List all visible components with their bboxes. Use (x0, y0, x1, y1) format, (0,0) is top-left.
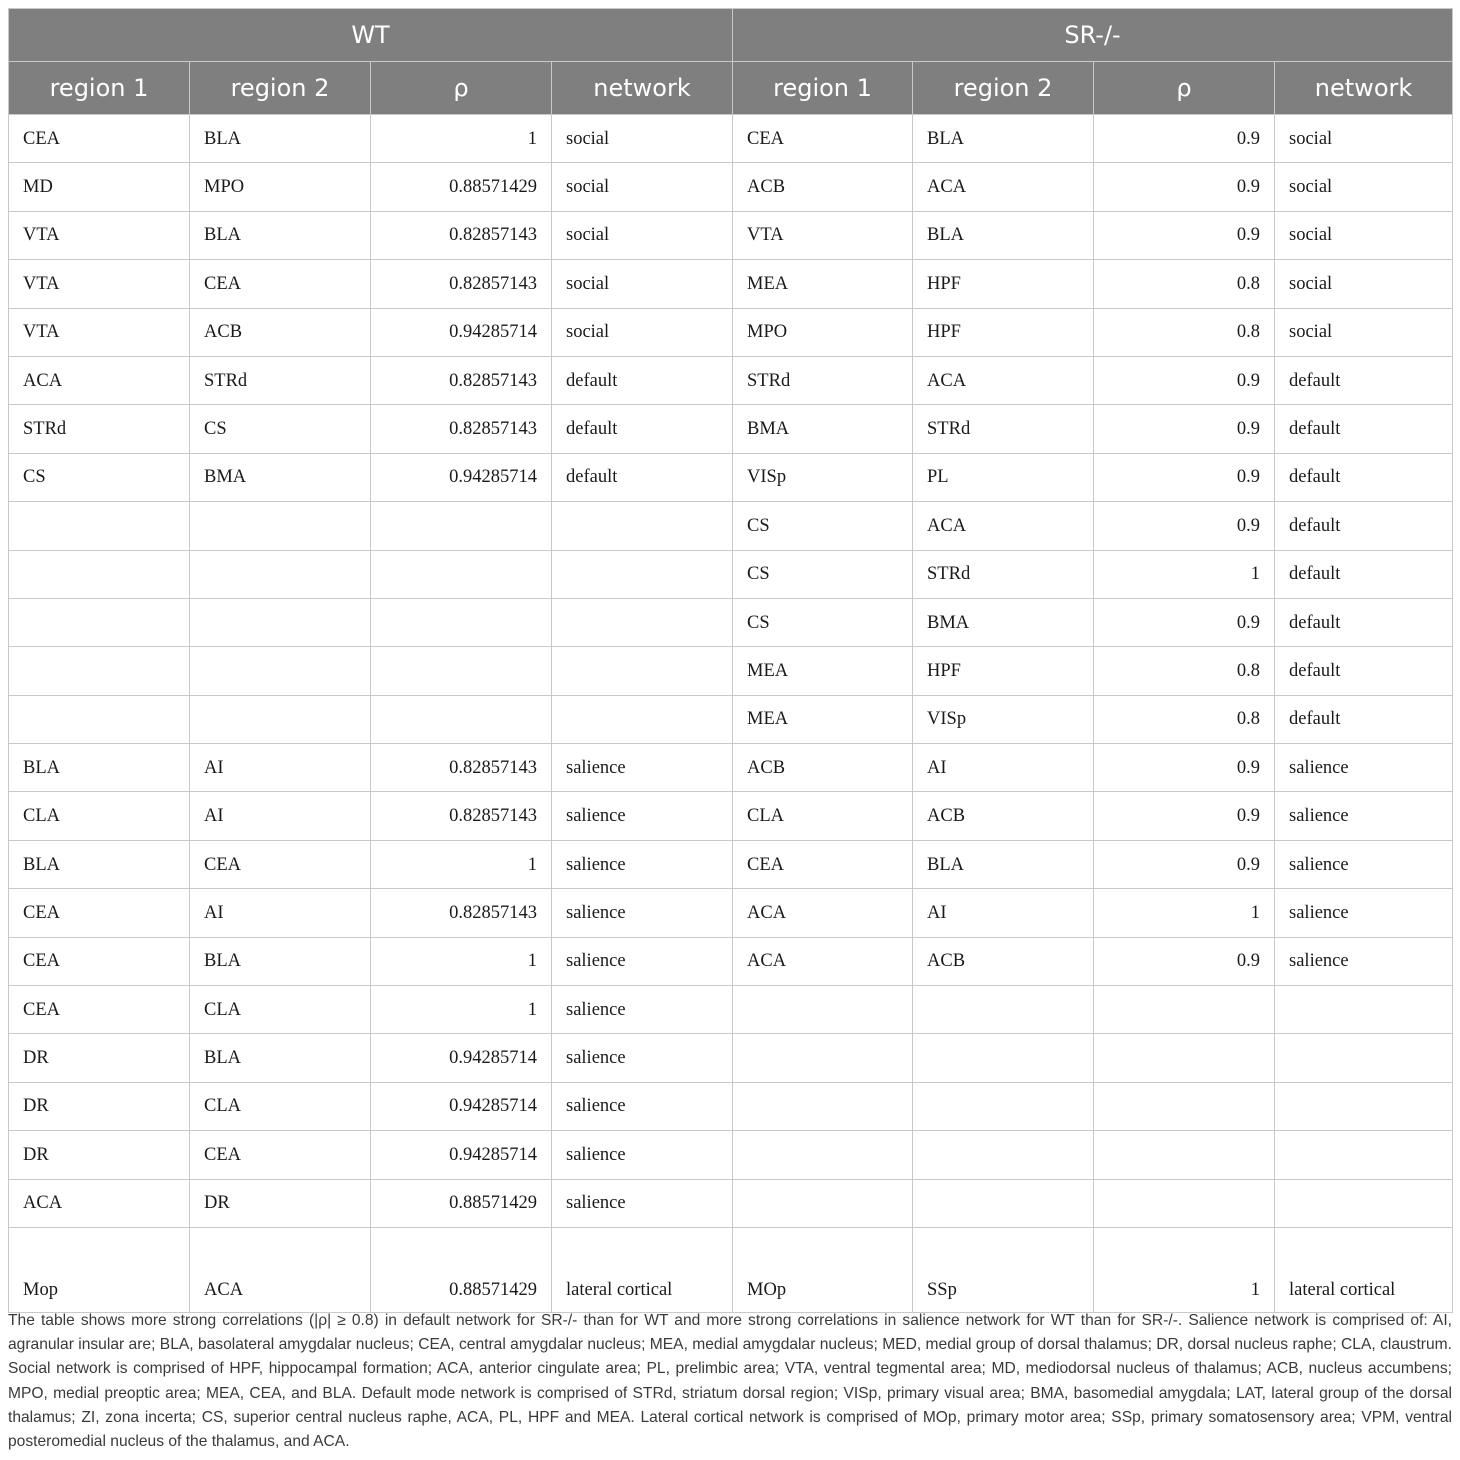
cell-wt-region1 (9, 647, 190, 695)
cell-wt-network: salience (552, 1034, 733, 1082)
cell-wt-rho: 0.82857143 (371, 792, 552, 840)
cell-sr-network: lateral cortical (1275, 1227, 1453, 1312)
cell-sr-region1: STRd (733, 356, 913, 404)
table-row (9, 1034, 1453, 1082)
cell-wt-network: salience (552, 744, 733, 792)
cell-sr-rho: 0.9 (1094, 356, 1275, 404)
col-header-wt-region2: region 2 (190, 62, 371, 115)
cell-sr-rho: 0.9 (1094, 598, 1275, 646)
cell-wt-rho: 0.94285714 (371, 1034, 552, 1082)
cell-wt-network: default (552, 356, 733, 404)
cell-sr-rho: 0.9 (1094, 163, 1275, 211)
cell-sr-rho (1094, 1082, 1275, 1130)
cell-wt-network (552, 550, 733, 598)
cell-wt-region1: VTA (9, 260, 190, 308)
cell-sr-rho: 0.9 (1094, 502, 1275, 550)
cell-sr-region2: PL (913, 453, 1094, 501)
cell-wt-region1: Mop (9, 1227, 190, 1312)
col-header-sr-region2: region 2 (913, 62, 1094, 115)
cell-wt-region2: BMA (190, 453, 371, 501)
cell-sr-network: default (1275, 550, 1453, 598)
cell-wt-network: default (552, 405, 733, 453)
cell-wt-network: lateral cortical (552, 1227, 733, 1312)
cell-sr-rho: 0.9 (1094, 792, 1275, 840)
cell-wt-region2 (190, 695, 371, 743)
cell-sr-region1 (733, 1082, 913, 1130)
cell-wt-rho: 0.94285714 (371, 1131, 552, 1179)
col-header-wt-region1: region 1 (9, 62, 190, 115)
cell-sr-network: social (1275, 260, 1453, 308)
cell-wt-network: salience (552, 986, 733, 1034)
cell-wt-rho (371, 550, 552, 598)
cell-sr-region1: CS (733, 502, 913, 550)
cell-wt-region1: CLA (9, 792, 190, 840)
col-header-sr-network: network (1275, 62, 1453, 115)
table-row (9, 211, 1453, 259)
table-row (9, 792, 1453, 840)
cell-wt-region1: BLA (9, 744, 190, 792)
cell-wt-rho: 0.94285714 (371, 453, 552, 501)
cell-wt-region1: ACA (9, 356, 190, 404)
cell-wt-region1 (9, 502, 190, 550)
table-row (9, 937, 1453, 985)
cell-wt-network: salience (552, 1179, 733, 1227)
cell-wt-region1: DR (9, 1034, 190, 1082)
col-header-sr-region1: region 1 (733, 62, 913, 115)
cell-wt-region1 (9, 550, 190, 598)
cell-wt-network: salience (552, 1131, 733, 1179)
cell-wt-region2: CLA (190, 1082, 371, 1130)
cell-sr-rho: 0.8 (1094, 308, 1275, 356)
cell-sr-rho: 0.9 (1094, 937, 1275, 985)
cell-wt-region1: VTA (9, 308, 190, 356)
cell-wt-region1: DR (9, 1082, 190, 1130)
cell-wt-rho: 0.88571429 (371, 163, 552, 211)
cell-wt-region2: ACA (190, 1227, 371, 1312)
cell-wt-region2: BLA (190, 115, 371, 163)
cell-wt-region2 (190, 647, 371, 695)
table-row (9, 695, 1453, 743)
cell-sr-region2: BMA (913, 598, 1094, 646)
cell-wt-rho: 1 (371, 115, 552, 163)
cell-wt-region2: MPO (190, 163, 371, 211)
cell-sr-network: salience (1275, 889, 1453, 937)
cell-wt-network (552, 695, 733, 743)
table-row (9, 163, 1453, 211)
cell-wt-rho (371, 647, 552, 695)
cell-wt-rho: 0.88571429 (371, 1227, 552, 1312)
cell-sr-network: social (1275, 211, 1453, 259)
cell-wt-rho (371, 598, 552, 646)
cell-sr-network (1275, 1034, 1453, 1082)
cell-sr-region2: VISp (913, 695, 1094, 743)
cell-wt-rho: 0.88571429 (371, 1179, 552, 1227)
cell-sr-region2: BLA (913, 211, 1094, 259)
cell-sr-region2: HPF (913, 647, 1094, 695)
cell-wt-region2: CEA (190, 840, 371, 888)
table-row (9, 260, 1453, 308)
group-header-sr: SR-/- (733, 9, 1453, 62)
cell-sr-region1: BMA (733, 405, 913, 453)
cell-wt-region2 (190, 598, 371, 646)
cell-wt-network (552, 647, 733, 695)
column-header-row (9, 62, 1453, 115)
cell-wt-region2: CS (190, 405, 371, 453)
cell-wt-network: salience (552, 840, 733, 888)
cell-sr-region2: ACA (913, 502, 1094, 550)
cell-sr-region2: AI (913, 744, 1094, 792)
cell-sr-region1: MPO (733, 308, 913, 356)
cell-sr-region2: BLA (913, 840, 1094, 888)
table-row (9, 453, 1453, 501)
cell-sr-rho: 0.9 (1094, 211, 1275, 259)
table-row (9, 1179, 1453, 1227)
cell-wt-rho: 0.82857143 (371, 356, 552, 404)
cell-sr-region1 (733, 1034, 913, 1082)
table-row (9, 405, 1453, 453)
cell-sr-rho: 0.8 (1094, 260, 1275, 308)
table-row (9, 647, 1453, 695)
cell-wt-network: salience (552, 1082, 733, 1130)
table-row (9, 1082, 1453, 1130)
cell-wt-network: default (552, 453, 733, 501)
cell-wt-region2: CEA (190, 1131, 371, 1179)
cell-wt-region2: ACB (190, 308, 371, 356)
cell-sr-region1 (733, 986, 913, 1034)
cell-sr-rho: 0.9 (1094, 115, 1275, 163)
cell-wt-rho: 0.94285714 (371, 1082, 552, 1130)
cell-sr-rho: 0.9 (1094, 744, 1275, 792)
cell-wt-rho: 1 (371, 937, 552, 985)
cell-sr-region2 (913, 986, 1094, 1034)
table-row (9, 115, 1453, 163)
cell-wt-network: social (552, 308, 733, 356)
cell-wt-network: salience (552, 792, 733, 840)
cell-wt-region2 (190, 550, 371, 598)
cell-sr-rho (1094, 1179, 1275, 1227)
group-header-wt: WT (9, 9, 733, 62)
cell-sr-region2: ACA (913, 163, 1094, 211)
cell-wt-network: social (552, 163, 733, 211)
cell-wt-rho: 0.82857143 (371, 744, 552, 792)
cell-sr-region1: VISp (733, 453, 913, 501)
cell-sr-network (1275, 1131, 1453, 1179)
cell-wt-network (552, 502, 733, 550)
cell-wt-rho (371, 695, 552, 743)
cell-wt-rho: 1 (371, 840, 552, 888)
cell-wt-rho: 0.82857143 (371, 211, 552, 259)
cell-wt-region2: CLA (190, 986, 371, 1034)
cell-wt-region1: CS (9, 453, 190, 501)
cell-sr-network: salience (1275, 937, 1453, 985)
cell-wt-rho: 1 (371, 986, 552, 1034)
table-row (9, 889, 1453, 937)
cell-wt-region2: AI (190, 744, 371, 792)
cell-sr-region2: ACB (913, 937, 1094, 985)
cell-sr-network (1275, 986, 1453, 1034)
cell-sr-rho: 0.8 (1094, 695, 1275, 743)
cell-sr-region1 (733, 1131, 913, 1179)
cell-sr-rho (1094, 1034, 1275, 1082)
cell-wt-region2: DR (190, 1179, 371, 1227)
cell-sr-region2: AI (913, 889, 1094, 937)
cell-sr-region2: STRd (913, 405, 1094, 453)
col-header-wt-rho: ρ (371, 62, 552, 115)
cell-sr-region1: VTA (733, 211, 913, 259)
cell-wt-region1: CEA (9, 986, 190, 1034)
cell-sr-region2: SSp (913, 1227, 1094, 1312)
table-row (9, 1227, 1453, 1312)
correlation-table (8, 8, 1453, 1313)
cell-sr-region2: BLA (913, 115, 1094, 163)
cell-wt-region2: STRd (190, 356, 371, 404)
cell-sr-region2 (913, 1131, 1094, 1179)
cell-wt-region2: BLA (190, 937, 371, 985)
col-header-sr-rho: ρ (1094, 62, 1275, 115)
cell-sr-rho: 0.8 (1094, 647, 1275, 695)
cell-sr-network: default (1275, 695, 1453, 743)
cell-sr-rho (1094, 1131, 1275, 1179)
cell-sr-network (1275, 1179, 1453, 1227)
correlation-table-container (8, 8, 1452, 1313)
cell-sr-region2 (913, 1082, 1094, 1130)
table-row (9, 744, 1453, 792)
cell-sr-region2: HPF (913, 260, 1094, 308)
cell-wt-region2: AI (190, 792, 371, 840)
cell-sr-network: default (1275, 502, 1453, 550)
cell-sr-rho: 0.9 (1094, 453, 1275, 501)
table-row (9, 840, 1453, 888)
cell-wt-region1: STRd (9, 405, 190, 453)
cell-sr-network: social (1275, 163, 1453, 211)
cell-wt-region1: BLA (9, 840, 190, 888)
cell-wt-region1: CEA (9, 889, 190, 937)
cell-sr-region1: MEA (733, 260, 913, 308)
cell-sr-region1: ACA (733, 889, 913, 937)
cell-sr-rho: 0.9 (1094, 840, 1275, 888)
group-header-row (9, 9, 1453, 62)
table-row (9, 356, 1453, 404)
cell-wt-region2: AI (190, 889, 371, 937)
cell-sr-region2 (913, 1179, 1094, 1227)
cell-wt-region1: ACA (9, 1179, 190, 1227)
cell-sr-region1: MEA (733, 695, 913, 743)
cell-sr-rho: 1 (1094, 1227, 1275, 1312)
cell-sr-region1: ACB (733, 163, 913, 211)
cell-wt-region1: CEA (9, 115, 190, 163)
table-row (9, 1131, 1453, 1179)
table-row (9, 502, 1453, 550)
cell-wt-region1: VTA (9, 211, 190, 259)
cell-sr-region1: CLA (733, 792, 913, 840)
cell-sr-rho: 0.9 (1094, 405, 1275, 453)
cell-sr-region1 (733, 1179, 913, 1227)
cell-sr-rho (1094, 986, 1275, 1034)
cell-sr-region2: STRd (913, 550, 1094, 598)
cell-wt-network: salience (552, 937, 733, 985)
cell-sr-network: default (1275, 453, 1453, 501)
table-body (9, 115, 1453, 1313)
cell-wt-region1: CEA (9, 937, 190, 985)
cell-wt-network: social (552, 260, 733, 308)
cell-sr-region2: ACA (913, 356, 1094, 404)
cell-wt-network: salience (552, 889, 733, 937)
cell-wt-rho (371, 502, 552, 550)
cell-sr-network: social (1275, 308, 1453, 356)
cell-sr-region1: ACB (733, 744, 913, 792)
cell-sr-rho: 1 (1094, 889, 1275, 937)
cell-sr-region2: HPF (913, 308, 1094, 356)
cell-wt-region1: DR (9, 1131, 190, 1179)
cell-wt-region2: CEA (190, 260, 371, 308)
cell-wt-network: social (552, 115, 733, 163)
cell-sr-region1: MEA (733, 647, 913, 695)
cell-wt-rho: 0.82857143 (371, 889, 552, 937)
cell-sr-region1: CEA (733, 840, 913, 888)
cell-sr-network: salience (1275, 840, 1453, 888)
cell-wt-region2: BLA (190, 211, 371, 259)
cell-wt-region2: BLA (190, 1034, 371, 1082)
cell-wt-region2 (190, 502, 371, 550)
cell-sr-network: default (1275, 598, 1453, 646)
cell-sr-region1: MOp (733, 1227, 913, 1312)
cell-sr-network: social (1275, 115, 1453, 163)
cell-wt-rho: 0.82857143 (371, 405, 552, 453)
table-row (9, 550, 1453, 598)
table-row (9, 986, 1453, 1034)
cell-wt-region1: MD (9, 163, 190, 211)
cell-sr-rho: 1 (1094, 550, 1275, 598)
table-caption: The table shows more strong correlations (|ρ| ≥ 0.8) in default network for SR-/- than for WT and more strong correlations in salience network for WT than for SR-/-. Salience network is comprised of: AI, agranular insular are; BLA, basolateral amygdalar nucleus; CEA, central amygdalar nucleus; MEA, medial amygdalar nucleus; MED, medial group of dorsal thalamus; DR, dorsal nucleus raphe; CLA, claustrum. Social network is comprised of HPF, hippocampal formation; ACA, anterior cingulate area; PL, prelimbic area; VTA, ventral tegmental area; MD, mediodorsal nucleus of thalamus; ACB, nucleus accumbens; MPO, medial preoptic area; MEA, CEA, and BLA. Default mode network is comprised of STRd, striatum dorsal region; VISp, primary visual area; BMA, basomedial amygdala; LAT, lateral group of the dorsal thalamus; ZI, zona incerta; CS, superior central nucleus raphe, ACA, PL, HPF and MEA. Lateral cortical network is comprised of MOp, primary motor area; SSp, primary somatosensory area; VPM, ventral posteromedial nucleus of the thalamus, and ACA. (8, 1312, 1452, 1451)
cell-sr-region1: CS (733, 598, 913, 646)
cell-wt-network (552, 598, 733, 646)
table-row (9, 598, 1453, 646)
cell-wt-rho: 0.82857143 (371, 260, 552, 308)
cell-wt-region1 (9, 598, 190, 646)
cell-sr-network: default (1275, 647, 1453, 695)
table-row (9, 308, 1453, 356)
cell-sr-region1: ACA (733, 937, 913, 985)
cell-sr-network: default (1275, 405, 1453, 453)
col-header-wt-network: network (552, 62, 733, 115)
cell-sr-network: salience (1275, 744, 1453, 792)
cell-sr-network: default (1275, 356, 1453, 404)
cell-wt-rho: 0.94285714 (371, 308, 552, 356)
cell-wt-region1 (9, 695, 190, 743)
cell-sr-network: salience (1275, 792, 1453, 840)
cell-sr-network (1275, 1082, 1453, 1130)
cell-sr-region2: ACB (913, 792, 1094, 840)
cell-sr-region1: CS (733, 550, 913, 598)
cell-sr-region2 (913, 1034, 1094, 1082)
cell-sr-region1: CEA (733, 115, 913, 163)
cell-wt-network: social (552, 211, 733, 259)
